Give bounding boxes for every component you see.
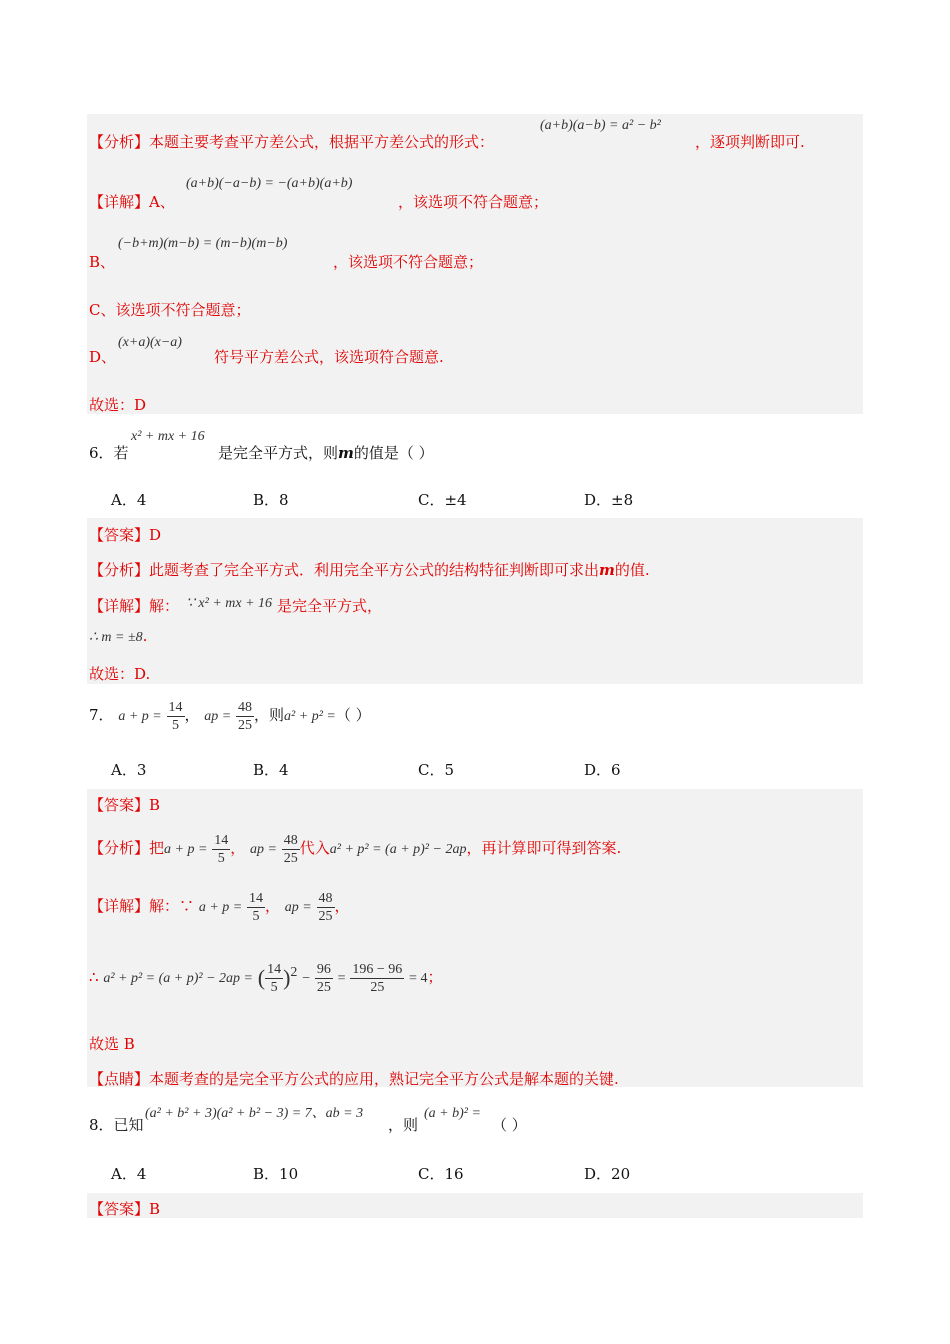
q7-frac-48-25: $\frac{48}{25}$: [238, 699, 253, 733]
q5-choice: 故选：D: [89, 396, 147, 414]
q7-frac-14-5: $\frac{14}{5}$: [168, 699, 183, 733]
q6-formula: x² + mx + 16: [131, 429, 205, 444]
q6-option-c: C．±4: [418, 491, 467, 509]
q5-detail-d-formula: (x+a)(x−a): [118, 335, 182, 350]
q6-detail-text2: 是完全平方式，: [277, 597, 383, 615]
q8-target: (a + b)² =: [424, 1106, 481, 1121]
q5-detail-d-text: 符号平方差公式，该选项符合题意.: [214, 348, 444, 366]
q6-detail: 【详解】解：: [89, 597, 180, 615]
q6-detail-formula: ∵ x² + mx + 16: [186, 596, 273, 611]
q7-comment: 【点睛】本题考查的是完全平方公式的应用，熟记完全平方公式是解本题的关键.: [89, 1070, 619, 1088]
q5-analysis-end: ，逐项判断即可.: [695, 133, 805, 151]
q6-option-b: B．8: [253, 491, 289, 509]
q5-detail-b-text: ，该选项不符合题意；: [333, 253, 484, 271]
q8-option-a: A．4: [111, 1165, 147, 1183]
q8-option-b: B．10: [253, 1165, 299, 1183]
q5-detail-b-prefix: B、: [89, 253, 116, 271]
q6-option-d: D．±8: [584, 491, 634, 509]
q7-option-b: B．4: [253, 761, 289, 779]
q7-option-d: D．6: [584, 761, 621, 779]
q6-choice: 故选：D.: [89, 665, 151, 683]
q5-analysis-formula: (a+b)(a−b) = a² − b²: [540, 118, 661, 133]
q6-option-a: A．4: [111, 491, 147, 509]
q8-option-c: C．16: [418, 1165, 464, 1183]
q7-analysis: 【分析】把a + p = $\frac{14}{5}$ ， ap = $\frac{48}{25}$ 代入a² + p² = (a + p)² − 2ap，再计算即可得到答案.: [89, 832, 622, 866]
q5-detail-a: 【详解】A、: [89, 193, 175, 211]
q7-question: 7． a + p = $\frac{14}{5}$ ， ap = $\frac{48}{25}$ ，则a² + p² =（ ）: [89, 699, 371, 733]
q8-paren: （ ）: [492, 1116, 527, 1134]
q8-answer-box: [87, 1193, 863, 1218]
q7-choice: 故选 B: [89, 1035, 135, 1053]
q5-detail-d-prefix: D、: [89, 348, 117, 366]
q6-analysis: 【分析】此题考查了完全平方式．利用完全平方公式的结构特征判断即可求出m的值.: [89, 561, 650, 579]
q8-number: 8．已知: [89, 1116, 144, 1134]
q6-number: 6．若: [89, 444, 129, 462]
q8-formula: (a² + b² + 3)(a² + b² − 3) = 7、ab = 3: [145, 1106, 364, 1121]
q6-answer: 【答案】D: [89, 526, 162, 544]
q7-answer: 【答案】B: [89, 796, 161, 814]
q5-detail-b-formula: (−b+m)(m−b) = (m−b)(m−b): [118, 236, 288, 251]
q6-stem: 是完全平方式，则m的值是（ ）: [218, 444, 434, 462]
q7-option-c: C．5: [418, 761, 455, 779]
q8-option-d: D．20: [584, 1165, 631, 1183]
q7-calculation: ∴ a² + p² = (a + p)² − 2ap = ( $\frac{14}{5}$ )$^2$ − $\frac{96}{25}$ = $\frac{196 - 96}{25}$ = 4；: [89, 961, 443, 995]
q5-detail-a-formula: (a+b)(−a−b) = −(a+b)(a+b): [186, 176, 353, 191]
q8-answer: 【答案】B: [89, 1200, 161, 1218]
q5-detail-c: C、该选项不符合题意；: [89, 301, 251, 319]
q6-detail-line2: ∴ m = ±8.: [89, 627, 148, 645]
q7-detail: 【详解】解：∵ a + p = $\frac{14}{5}$ ， ap = $\frac{48}{25}$ ，: [89, 890, 350, 924]
q5-analysis: 【分析】本题主要考查平方差公式，根据平方差公式的形式：: [89, 133, 495, 151]
q7-option-a: A．3: [111, 761, 147, 779]
q5-detail-a-text: ，该选项不符合题意；: [398, 193, 549, 211]
q8-then: ，则: [388, 1116, 419, 1134]
